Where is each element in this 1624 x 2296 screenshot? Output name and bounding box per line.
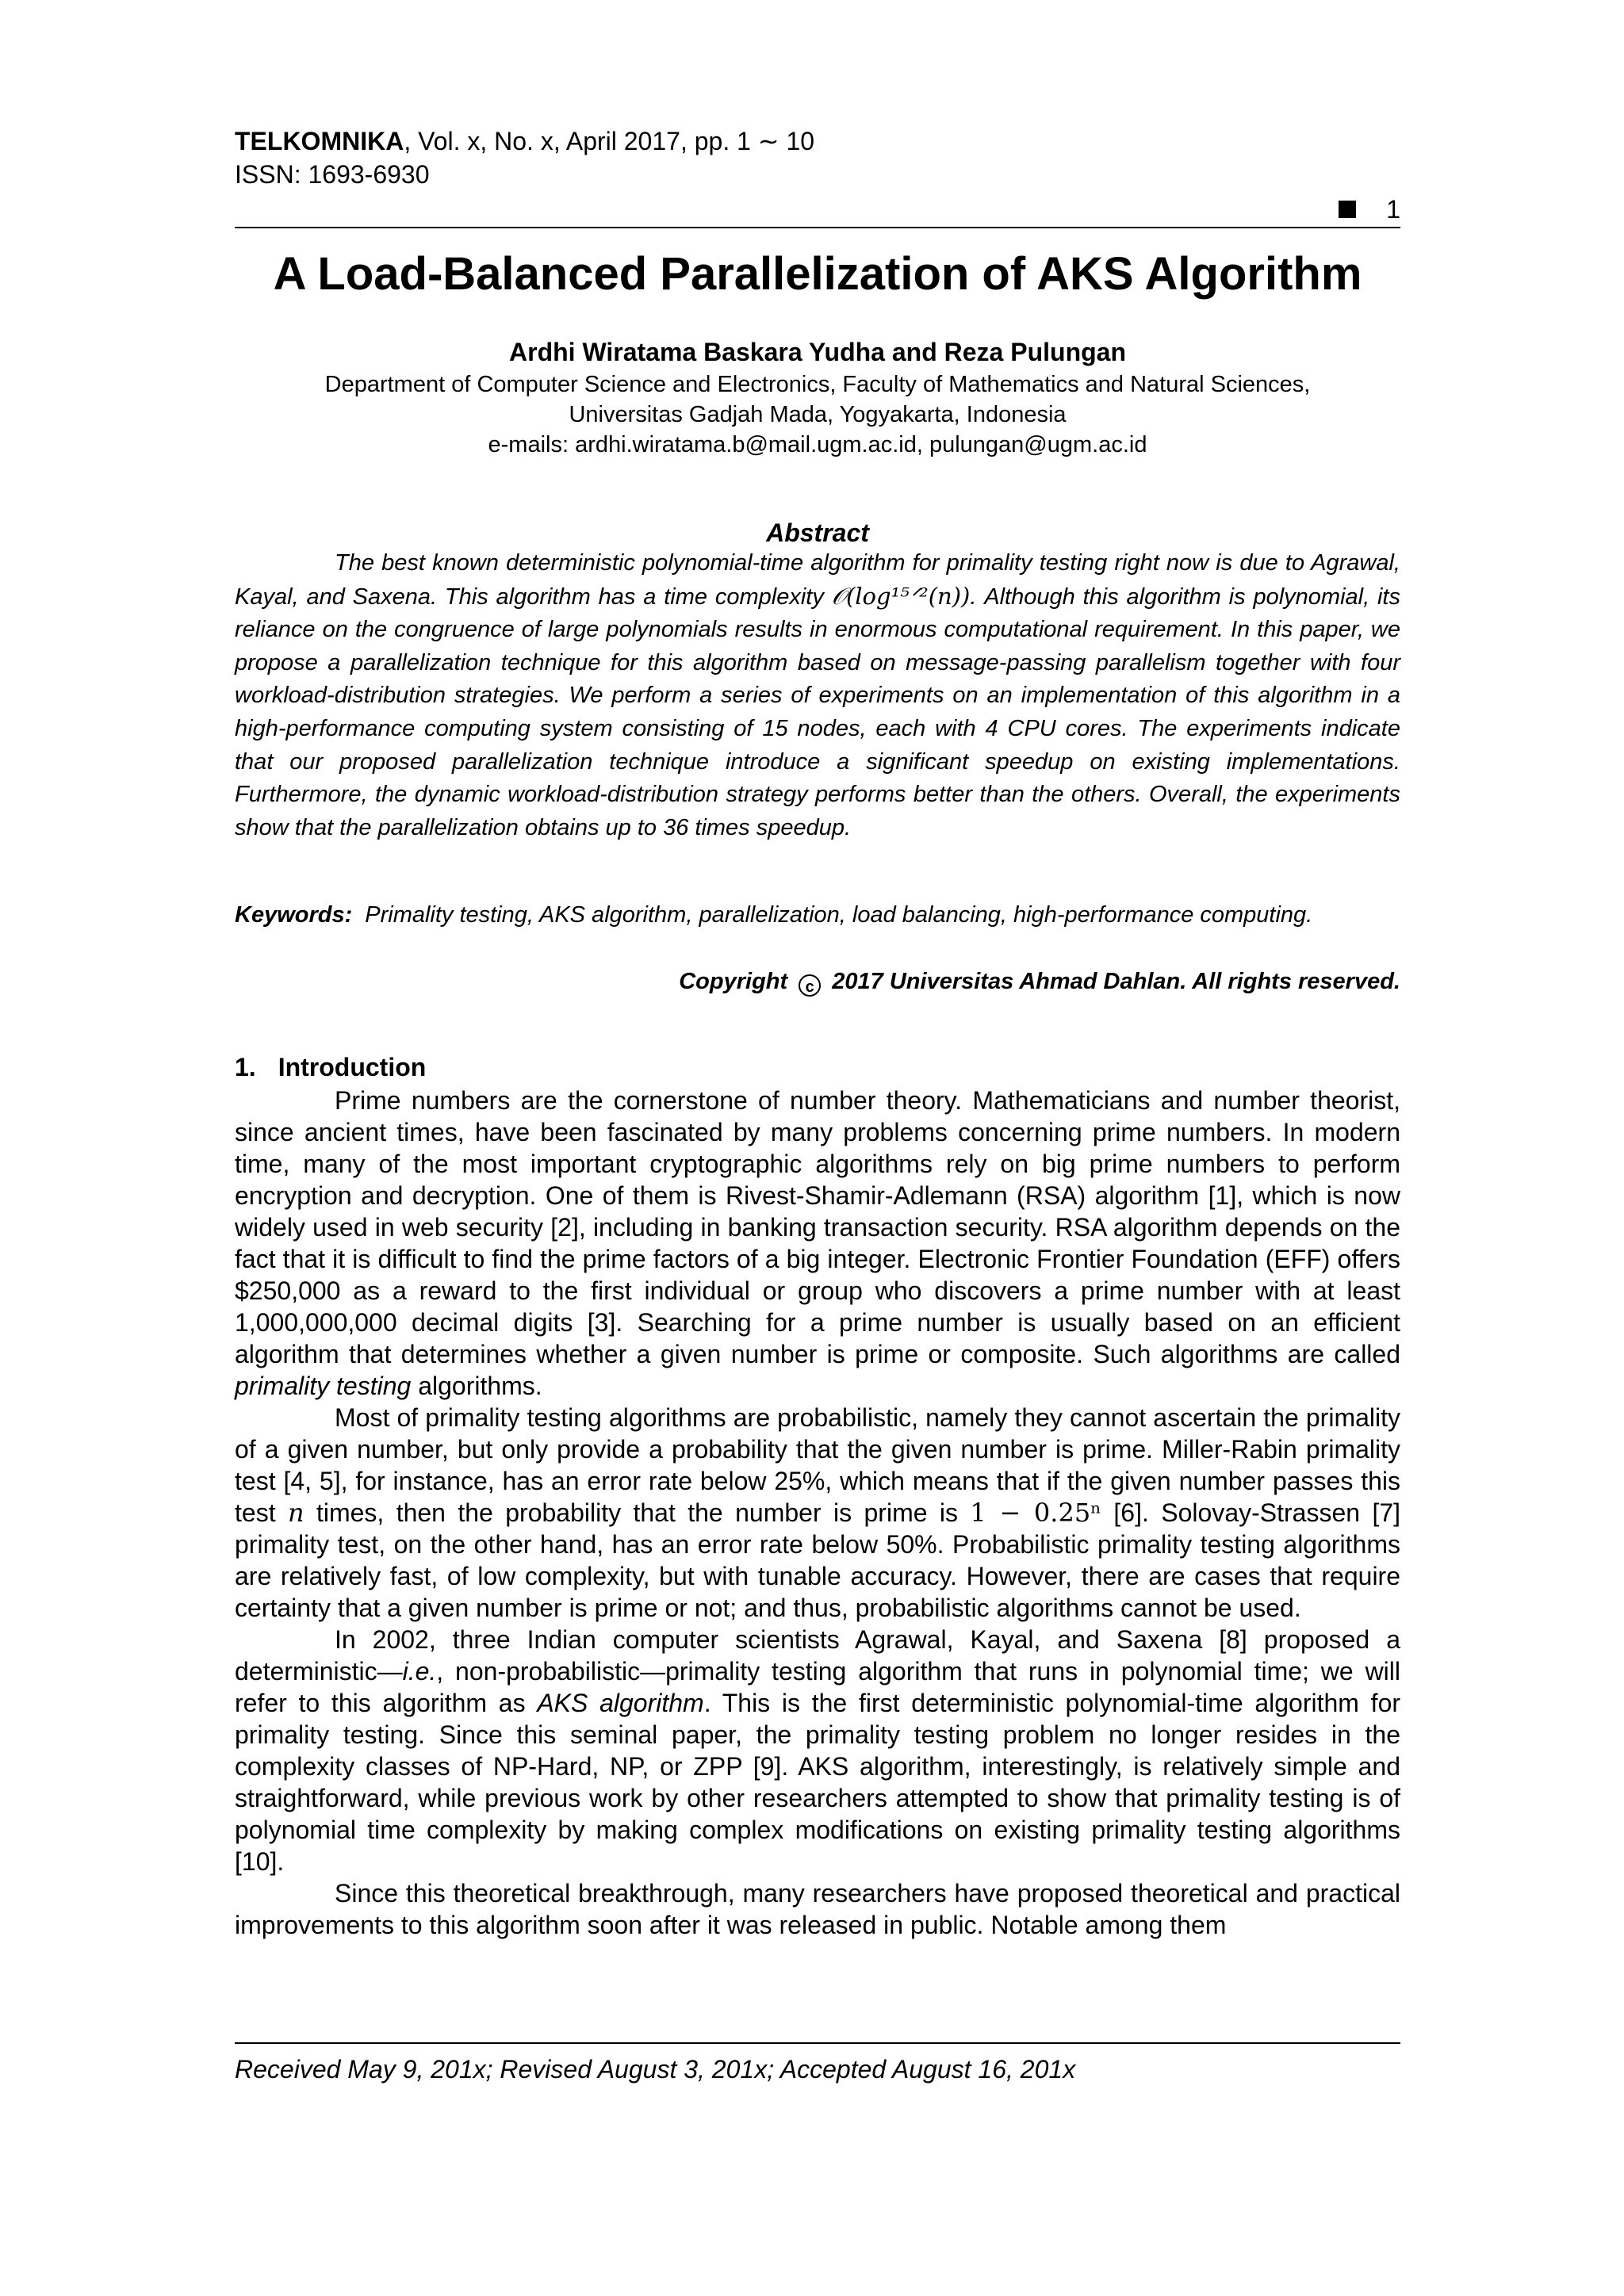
footer-dates: Received May 9, 201x; Revised August 3, 201x; Accepted August 16, 201x <box>235 2055 1076 2084</box>
paragraph-text: Prime numbers are the cornerstone of number theory. Mathematicians and number theorist, since ancient times, have been fascinated by many problems concerning prime numbers. In modern time, many of the most important cryptographic algorithms rely on big prime numbers to perform encryption and decryption. One of them is Rivest-Shamir-Adlemann (RSA) algorithm [1], which is now widely used in web security [2], including in banking transaction security. RSA algorithm depends on the fact that it is difficult to find the prime factors of a big integer. Electronic Frontier Foundation (EFF) offers $250,000 as a reward to the first individual or group who discovers a prime number with at least 1,000,000,000 decimal digits [3]. Searching for a prime number is usually based on an efficient algorithm that determines whether a given number is prime or composite. Such algorithms are called <box>235 1086 1400 1368</box>
footer-rule <box>235 2042 1400 2044</box>
abstract-body <box>235 547 1400 844</box>
paragraph-text: Most of primality testing algorithms are probabilistic, namely they cannot ascertain the primality of a given number, but only provide a probability that the given number is prime. Miller-Rabin primality test [4, 5], for instance, has an error rate below 25%, which means that if the given number passes this test <box>235 1403 1400 1527</box>
keywords-text: Primality testing, AKS algorithm, parallelization, load balancing, high-performance computing. <box>365 902 1313 928</box>
journal-volume-info: , Vol. x, No. x, April 2017, pp. 1 ∼ 10 <box>404 127 815 155</box>
emphasis-text: AKS algorithm <box>537 1689 704 1717</box>
keywords <box>235 899 1400 931</box>
emphasis-text: i.e. <box>402 1657 437 1686</box>
section-body <box>235 1085 1400 1941</box>
copyright-notice <box>679 966 1400 997</box>
section-title: Introduction <box>278 1053 427 1081</box>
copyright-icon: c <box>799 974 821 997</box>
complexity-formula: 𝒪(log¹⁵ᐟ²(n)) <box>831 582 971 610</box>
square-icon <box>1339 201 1356 218</box>
paper-title: A Load-Balanced Parallelization of AKS Algorithm <box>273 248 1362 300</box>
section-heading <box>235 1051 426 1083</box>
header-rule <box>235 227 1400 228</box>
authors: Ardhi Wiratama Baskara Yudha and Reza Pulungan <box>509 338 1126 366</box>
paragraph-text: . This is the first deterministic polynomial-time algorithm for primality testing. Since this seminal paper, the primality testing problem no longer resides in the complexity classes of NP-Hard, NP, or ZPP [9]. AKS algorithm, interestingly, is relatively simple and straightforward, while previous work by other researchers attempted to show that primality testing is of polynomial time complexity by making complex modifications on existing primality testing algorithms [10]. <box>235 1689 1401 1876</box>
probability-formula: 1 − 0.25ⁿ <box>970 1498 1102 1528</box>
paragraph <box>235 1624 1400 1877</box>
paragraph-text: , non-probabilistic—primality testing algorithm that runs in polynomial time; we will refer to this algorithm as <box>235 1657 1400 1717</box>
paragraph-text: Since this theoretical breakthrough, many researchers have proposed theoretical and practical improvements to this algorithm soon after it was released in public. Notable among them <box>235 1879 1400 1939</box>
author-emails: e-mails: ardhi.wiratama.b@mail.ugm.ac.id, pulungan@ugm.ac.id <box>488 432 1147 457</box>
abstract-heading: Abstract <box>766 519 869 547</box>
emphasis-text: primality testing <box>235 1372 412 1400</box>
paragraph-text: In 2002, three Indian computer scientists Agrawal, Kayal, and Saxena [8] proposed a deterministic— <box>235 1625 1400 1686</box>
paragraph-text: times, then the probability that the number is prime is <box>304 1498 971 1527</box>
keywords-label: Keywords: <box>235 902 353 928</box>
affiliation-line-2: Universitas Gadjah Mada, Yogyakarta, Indonesia <box>569 402 1067 427</box>
issn: ISSN: 1693-6930 <box>235 160 430 189</box>
copyright-text: 2017 Universitas Ahmad Dahlan. All rights reserved. <box>832 969 1400 994</box>
paragraph <box>235 1402 1400 1624</box>
abstract-text-2: . Although this algorithm is polynomial, its reliance on the congruence of large polynomials results in enormous computational requirement. In this paper, we propose a parallelization technique for this algorithm based on message-passing parallelism together with four workload-distribution strategies. We perform a series of experiments on an implementation of this algorithm in a high-performance computing system consisting of 15 nodes, each with 4 CPU cores. The experiments indicate that our proposed parallelization technique introduce a significant speedup on existing implementations. Furthermore, the dynamic workload-distribution strategy performs better than the others. Overall, the experiments show that the parallelization obtains up to 36 times speedup. <box>235 584 1400 840</box>
paragraph <box>235 1085 1400 1402</box>
paragraph-text: algorithms. <box>411 1372 542 1400</box>
math-variable: n <box>287 1498 304 1528</box>
paragraph-text: [6]. Solovay-Strassen [7] primality test, on the other hand, has an error rate below 50%. Probabilistic primality testing algorithms are relatively fast, of low complexity, but with tunable accuracy. However, there are cases that require certainty that a given number is prime or not; and thus, probabilistic algorithms cannot be used. <box>235 1498 1401 1622</box>
abstract-text-1: The best known deterministic polynomial-time algorithm for primality testing right now is due to Agrawal, Kayal, and Saxena. This algorithm has a time complexity <box>235 550 1400 610</box>
section-number: 1. <box>235 1053 256 1081</box>
journal-citation <box>235 125 814 157</box>
page-number: 1 <box>1386 195 1400 224</box>
page-marker <box>1339 193 1400 225</box>
paragraph <box>235 1877 1400 1941</box>
journal-name: TELKOMNIKA <box>235 127 404 155</box>
copyright-prefix: Copyright <box>679 969 788 994</box>
affiliation-line-1: Department of Computer Science and Electronics, Faculty of Mathematics and Natural Sciences, <box>324 372 1311 397</box>
